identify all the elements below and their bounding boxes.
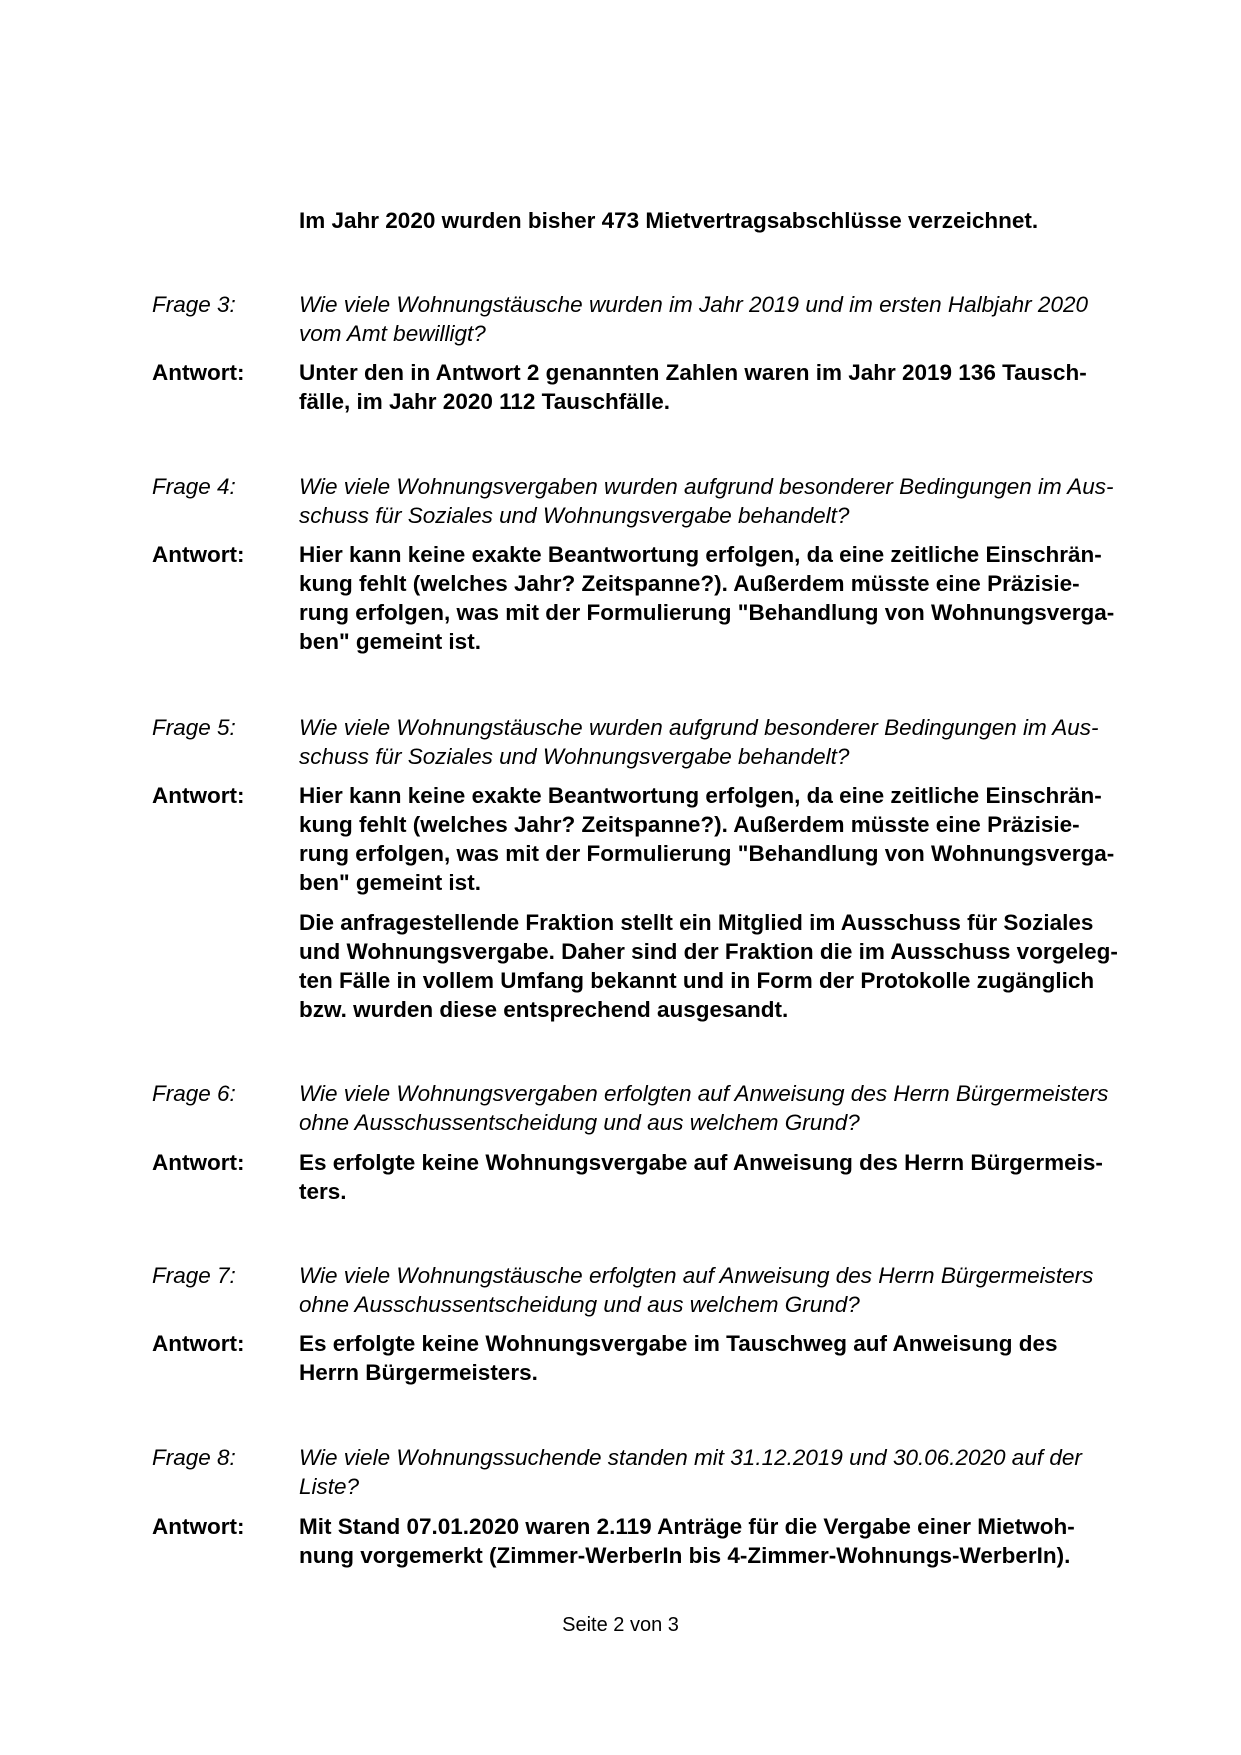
answer-7-label: Antwort: [152, 1331, 245, 1356]
answer-5-line: Hier kann keine exakte Beantwortung erfolgen, da eine zeitliche Einschrän- [299, 783, 1102, 808]
answer-5-extra-line: und Wohnungsvergabe. Daher sind der Fraktion die im Ausschuss vorgeleg- [299, 939, 1118, 964]
answer-4-line: ben" gemeint ist. [299, 629, 481, 654]
question-3-label: Frage 3: [152, 292, 236, 317]
answer-5-label: Antwort: [152, 783, 245, 808]
answer-8-line: nung vorgemerkt (Zimmer-WerberIn bis 4-Zimmer-Wohnungs-WerberIn). [299, 1543, 1071, 1568]
answer-6-line: ters. [299, 1179, 347, 1204]
question-8-line: Wie viele Wohnungssuchende standen mit 31.12.2019 und 30.06.2020 auf der [299, 1445, 1082, 1470]
question-4-line: Wie viele Wohnungsvergaben wurden aufgrund besonderer Bedingungen im Aus- [299, 474, 1114, 499]
answer-5-extra-line: bzw. wurden diese entsprechend ausgesandt. [299, 997, 789, 1022]
answer-3-label: Antwort: [152, 360, 245, 385]
intro-line: Im Jahr 2020 wurden bisher 473 Mietvertragsabschlüsse verzeichnet. [299, 208, 1039, 233]
question-7-line: Wie viele Wohnungstäusche erfolgten auf Anweisung des Herrn Bürgermeisters [299, 1263, 1094, 1288]
question-7-label: Frage 7: [152, 1263, 236, 1288]
question-8-line: Liste? [299, 1474, 360, 1499]
question-7-line: ohne Ausschussentscheidung und aus welchem Grund? [299, 1292, 860, 1317]
question-3-line: Wie viele Wohnungstäusche wurden im Jahr 2019 und im ersten Halbjahr 2020 [299, 292, 1088, 317]
answer-3-line: Unter den in Antwort 2 genannten Zahlen waren im Jahr 2019 136 Tausch- [299, 360, 1087, 385]
answer-4-line: rung erfolgen, was mit der Formulierung "Behandlung von Wohnungsverga- [299, 600, 1115, 625]
question-4-label: Frage 4: [152, 474, 236, 499]
answer-7-line: Es erfolgte keine Wohnungsvergabe im Tauschweg auf Anweisung des [299, 1331, 1058, 1356]
answer-3-line: fälle, im Jahr 2020 112 Tauschfälle. [299, 389, 671, 414]
answer-5-line: ben" gemeint ist. [299, 870, 481, 895]
answer-4-line: Hier kann keine exakte Beantwortung erfolgen, da eine zeitliche Einschrän- [299, 542, 1102, 567]
question-8-label: Frage 8: [152, 1445, 236, 1470]
answer-4-label: Antwort: [152, 542, 245, 567]
answer-7-line: Herrn Bürgermeisters. [299, 1360, 538, 1385]
question-3-line: vom Amt bewilligt? [299, 321, 486, 346]
question-5-line: Wie viele Wohnungstäusche wurden aufgrund besonderer Bedingungen im Aus- [299, 715, 1099, 740]
question-6-line: ohne Ausschussentscheidung und aus welchem Grund? [299, 1110, 860, 1135]
answer-6-label: Antwort: [152, 1150, 245, 1175]
answer-8-line: Mit Stand 07.01.2020 waren 2.119 Anträge für die Vergabe einer Mietwoh- [299, 1514, 1075, 1539]
question-6-label: Frage 6: [152, 1081, 236, 1106]
page-number: Seite 2 von 3 [562, 1614, 679, 1636]
answer-5-extra-line: ten Fälle in vollem Umfang bekannt und in Form der Protokolle zugänglich [299, 968, 1095, 993]
answer-6-line: Es erfolgte keine Wohnungsvergabe auf Anweisung des Herrn Bürgermeis- [299, 1150, 1103, 1175]
question-6-line: Wie viele Wohnungsvergaben erfolgten auf Anweisung des Herrn Bürgermeisters [299, 1081, 1109, 1106]
answer-5-extra-line: Die anfragestellende Fraktion stellt ein Mitglied im Ausschuss für Soziales [299, 910, 1094, 935]
answer-4-line: kung fehlt (welches Jahr? Zeitspanne?). Außerdem müsste eine Präzisie- [299, 571, 1080, 596]
answer-5-line: kung fehlt (welches Jahr? Zeitspanne?). Außerdem müsste eine Präzisie- [299, 812, 1080, 837]
question-5-line: schuss für Soziales und Wohnungsvergabe behandelt? [299, 744, 850, 769]
answer-5-line: rung erfolgen, was mit der Formulierung "Behandlung von Wohnungsverga- [299, 841, 1115, 866]
question-4-line: schuss für Soziales und Wohnungsvergabe behandelt? [299, 503, 850, 528]
answer-8-label: Antwort: [152, 1514, 245, 1539]
question-5-label: Frage 5: [152, 715, 236, 740]
